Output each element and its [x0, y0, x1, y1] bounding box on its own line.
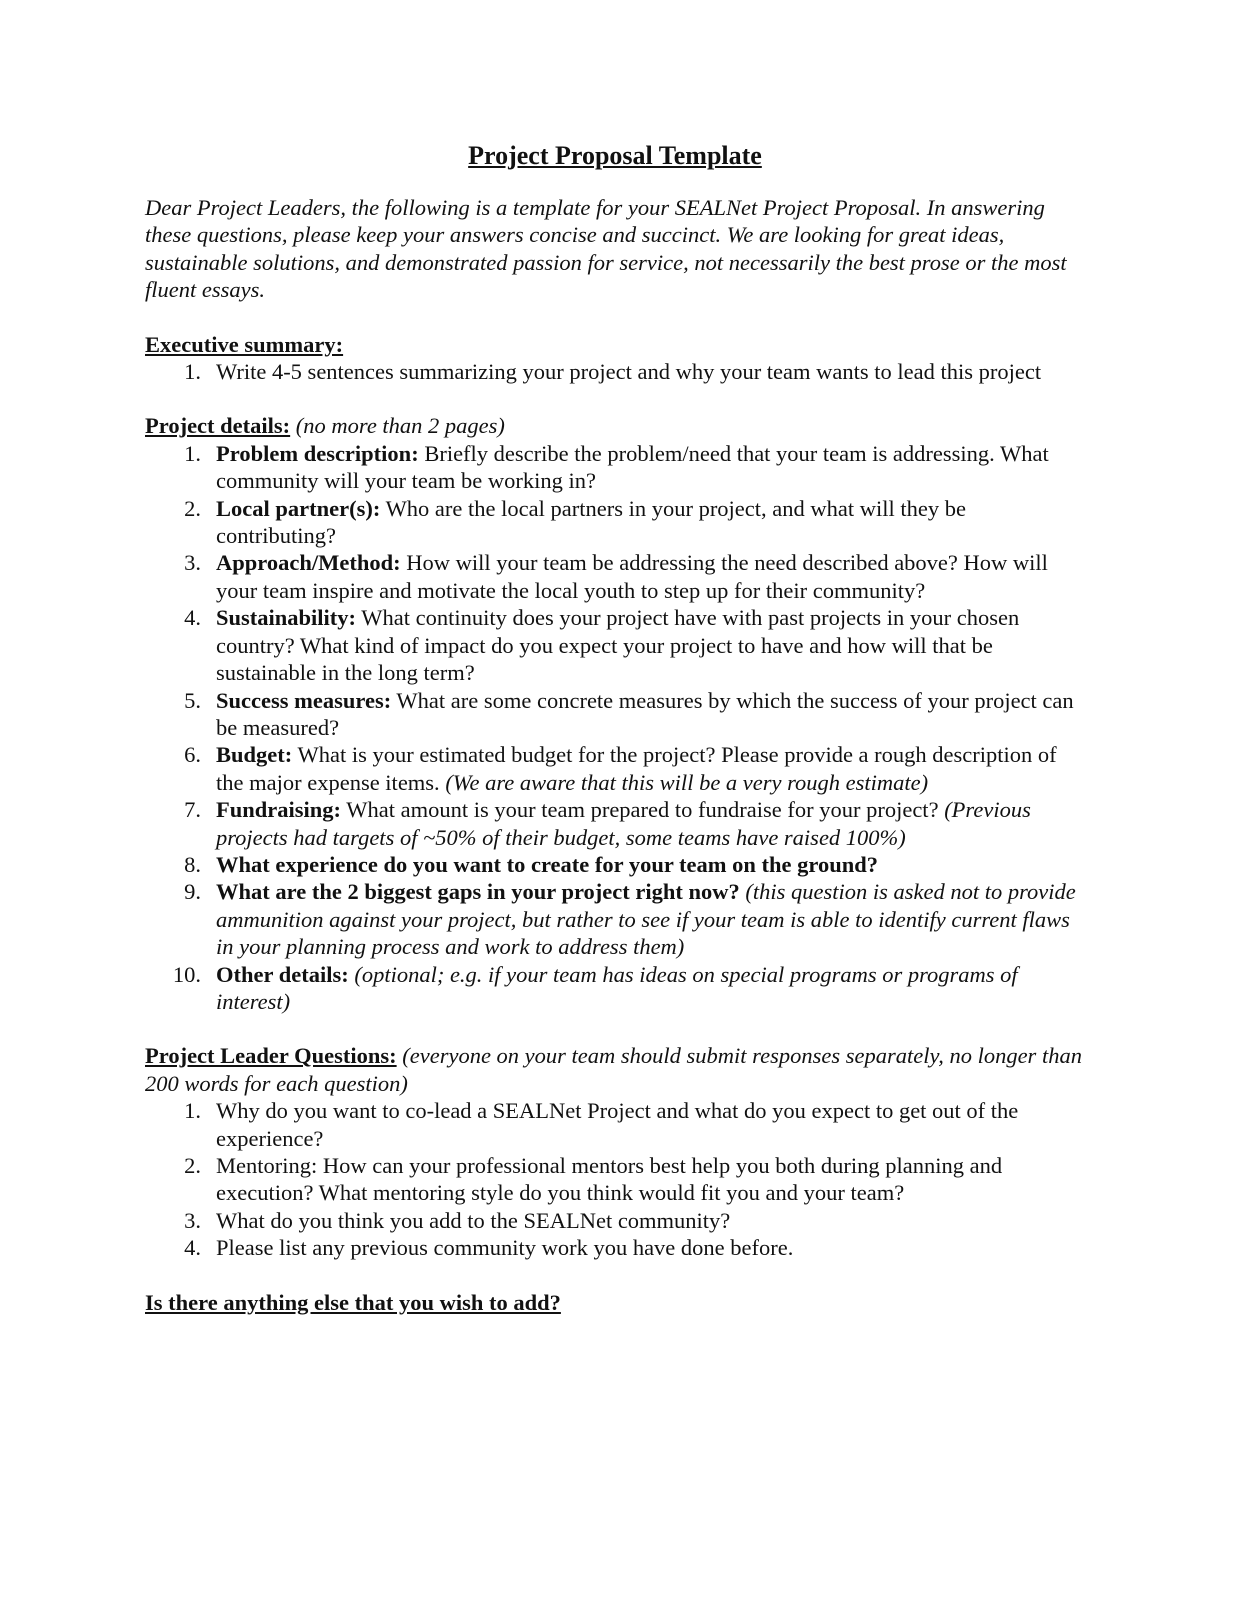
leader-questions-note: (everyone on your team should submit responses separately, no longer than 200 words for each question): [145, 1043, 1082, 1096]
item-term: What experience do you want to create for your team on the ground?: [216, 851, 879, 877]
list-item: [145, 878, 1085, 960]
list-item: [145, 851, 1085, 878]
list-number: 3.: [184, 1207, 201, 1233]
list-item: [145, 495, 1085, 550]
list-number: 4.: [184, 1235, 201, 1261]
item-text: What continuity does your project have with past projects in your chosen country? What kind of impact do you expect your project to have and how will that be sustainable in the long term?: [216, 605, 1020, 686]
project-details-heading: Project details:: [145, 413, 291, 439]
list-number: 1.: [184, 1098, 201, 1124]
item-term: What are the 2 biggest gaps in your project right now?: [216, 879, 740, 905]
page-title: Project Proposal Template: [468, 141, 762, 170]
list-item: [145, 796, 1085, 851]
leader-questions-section: [145, 1042, 1085, 1261]
list-item: [145, 961, 1085, 1016]
list-number: 6.: [184, 742, 201, 768]
list-item: [145, 687, 1085, 742]
executive-summary-heading: Executive summary:: [145, 331, 344, 357]
item-note: (this question is asked not to provide ammunition against your project, but rather to see if your team is able to identify current flaws in your planning process and work to address them): [216, 879, 1076, 960]
item-text: Mentoring: How can your professional mentors best help you both during planning and execution? What mentoring style do you think would fit you and your team?: [216, 1153, 1003, 1206]
item-term: Success measures:: [216, 687, 392, 713]
item-term: Sustainability:: [216, 605, 357, 631]
list-item: [145, 741, 1085, 796]
list-number: 2.: [184, 1153, 201, 1178]
list-item: [145, 604, 1085, 686]
item-text: Please list any previous community work you have done before.: [216, 1235, 794, 1261]
executive-summary-heading-line: [145, 331, 1085, 358]
item-term: Budget:: [216, 742, 293, 768]
list-number: 4.: [184, 605, 201, 631]
list-number: 2.: [184, 495, 201, 521]
intro-paragraph: Dear Project Leaders, the following is a template for your SEALNet Project Proposal. In answering these questions, please keep your answers concise and succinct. We are looking for great ideas, sustainable solutions, and demonstrated passion for service, not necessarily the best prose or the most fluent essays.: [145, 195, 1067, 303]
project-details-section: [145, 412, 1085, 1015]
list-item: [145, 549, 1085, 604]
list-number: 8.: [184, 851, 201, 877]
list-item: [145, 1234, 1085, 1261]
project-details-list: [145, 440, 1085, 1016]
project-details-heading-line: [145, 412, 1085, 439]
item-text: Briefly describe the problem/need that your team is addressing. What community will your team be working in?: [216, 440, 1049, 494]
item-term: Fundraising:: [216, 797, 342, 823]
item-text: Why do you want to co-lead a SEALNet Project and what do you expect to get out of the experience?: [216, 1098, 1019, 1151]
list-number: 5.: [184, 687, 201, 713]
item-note: (We are aware that this will be a very rough estimate): [445, 769, 929, 795]
document-page: [145, 140, 1085, 1339]
item-text: What do you think you add to the SEALNet community?: [216, 1207, 731, 1233]
leader-questions-heading: Project Leader Questions:: [145, 1043, 397, 1069]
item-text: How will your team be addressing the need described above? How will your team inspire and motivate the local youth to step up for their community?: [216, 550, 1048, 603]
project-details-note: (no more than 2 pages): [295, 413, 505, 439]
item-term: Other details:: [216, 961, 349, 987]
closing-question-line: [145, 1289, 1085, 1316]
item-term: Local partner(s):: [216, 495, 381, 521]
item-text: Who are the local partners in your project, and what will they be contributing?: [216, 495, 966, 549]
list-number: 3.: [184, 550, 201, 576]
list-item: [145, 1097, 1085, 1152]
list-item: [145, 440, 1085, 495]
list-item: [145, 1152, 1085, 1207]
item-text: Write 4-5 sentences summarizing your project and why your team wants to lead this project: [216, 359, 1042, 385]
item-note: (optional; e.g. if your team has ideas on special programs or programs of interest): [216, 961, 1018, 1014]
closing-question: Is there anything else that you wish to add?: [145, 1289, 561, 1315]
list-number: 10.: [172, 961, 201, 987]
leader-questions-list: [145, 1097, 1085, 1261]
item-term: Problem description:: [216, 440, 419, 466]
list-number: 1.: [184, 440, 201, 466]
item-note: (Previous projects had targets of ~50% of their budget, some teams have raised 100%): [216, 797, 1031, 850]
list-item: [145, 358, 1085, 385]
leader-questions-heading-line: [145, 1042, 1085, 1097]
item-term: Approach/Method:: [216, 550, 401, 576]
list-number: 9.: [184, 879, 201, 905]
item-text: What amount is your team prepared to fundraise for your project?: [346, 797, 939, 823]
item-text: What are some concrete measures by which the success of your project can be measured?: [216, 687, 1074, 740]
list-item: [145, 1207, 1085, 1234]
list-number: 7.: [184, 797, 201, 823]
list-number: 1.: [184, 359, 201, 385]
item-text: What is your estimated budget for the project? Please provide a rough description of the major expense items.: [216, 742, 1057, 795]
executive-summary-section: [145, 331, 1085, 386]
executive-summary-list: [145, 358, 1085, 385]
